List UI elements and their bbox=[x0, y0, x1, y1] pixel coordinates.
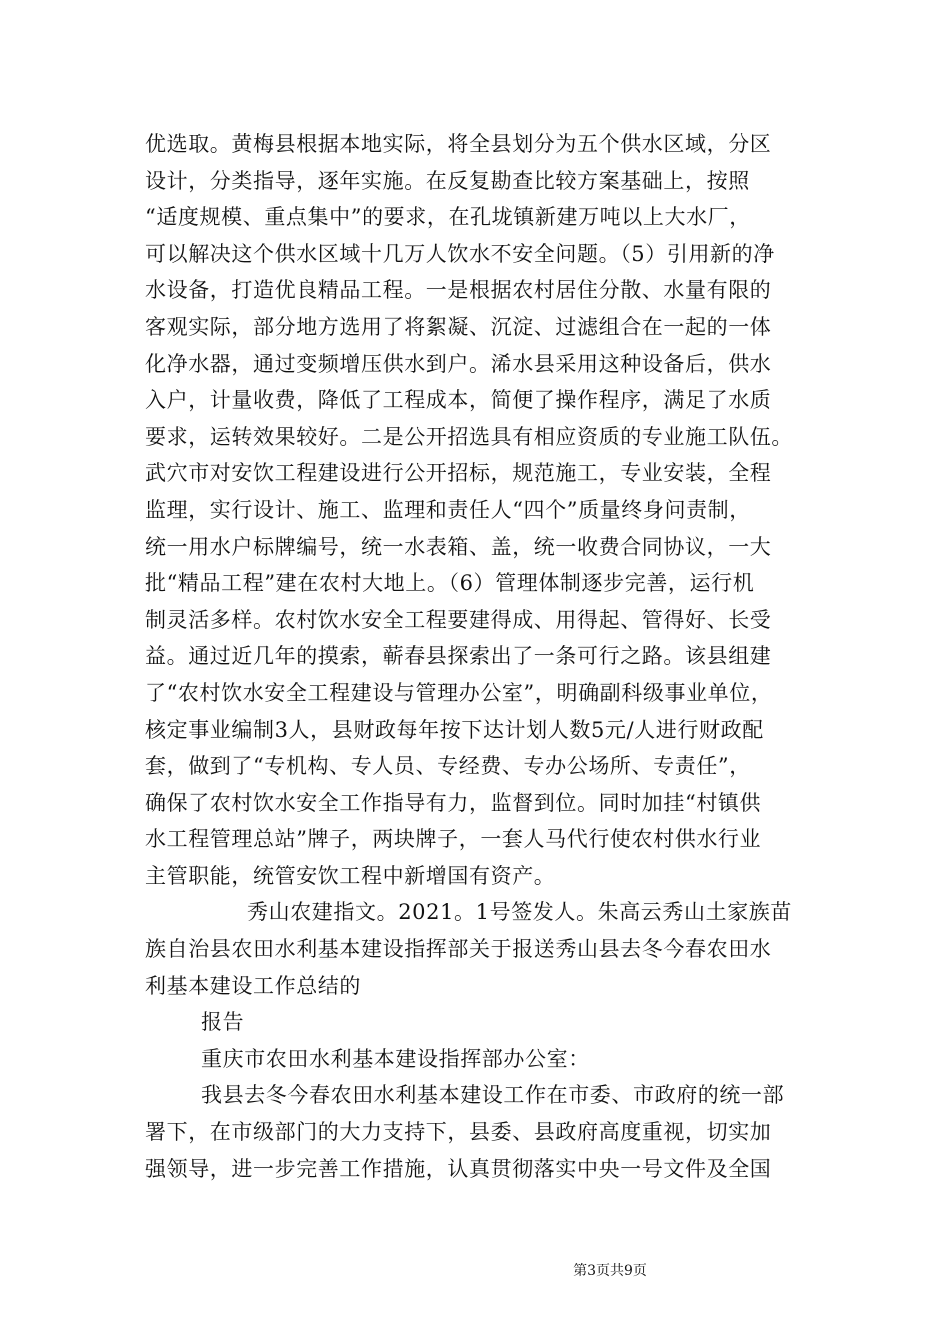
text-line: 强领导，进一步完善工作措施，认真贯彻落实中央一号文件及全国 bbox=[145, 1156, 772, 1181]
text-line: 化净水器，通过变频增压供水到户。浠水县采用这种设备后，供水 bbox=[145, 351, 772, 376]
text-line: 可以解决这个供水区域十几万人饮水不安全问题。（5）引用新的净 bbox=[145, 241, 775, 266]
text-line: 要求，运转效果较好。二是公开招选具有相应资质的专业施工队伍。 bbox=[145, 424, 793, 449]
text-line: 了“农村饮水安全工程建设与管理办公室”，明确副科级事业单位， bbox=[145, 680, 773, 705]
text-line: 水工程管理总站”牌子，两块牌子，一套人马代行使农村供水行业 bbox=[145, 827, 762, 852]
text-line: 报告 bbox=[201, 1010, 245, 1035]
text-line: 署下，在市级部门的大力支持下，县委、县政府高度重视，切实加 bbox=[145, 1120, 772, 1145]
text-line: 重庆市农田水利基本建设指挥部办公室： bbox=[201, 1046, 590, 1071]
text-line: 我县去冬今春农田水利基本建设工作在市委、市政府的统一部 bbox=[201, 1083, 785, 1108]
text-line: 武穴市对安饮工程建设进行公开招标，规范施工，专业安装，全程 bbox=[145, 461, 772, 486]
text-line: 统一用水户标牌编号，统一水表箱、盖，统一收费合同协议，一大 bbox=[145, 534, 772, 559]
text-line: 核定事业编制3人，县财政每年按下达计划人数5元/人进行财政配 bbox=[145, 717, 764, 742]
body-text bbox=[145, 126, 810, 1187]
text-line: 族自治县农田水利基本建设指挥部关于报送秀山县去冬今春农田水 bbox=[145, 937, 772, 962]
text-line: 设计，分类指导，逐年实施。在反复勘查比较方案基础上，按照 bbox=[145, 168, 750, 193]
page-number-footer: 第3页共9页 bbox=[573, 1263, 647, 1279]
text-line: 监理，实行设计、施工、监理和责任人“四个”质量终身问责制， bbox=[145, 497, 751, 522]
text-line: 益。通过近几年的摸索，蕲春县探索出了一条可行之路。该县组建 bbox=[145, 644, 772, 669]
text-line: “适度规模、重点集中”的要求，在孔垅镇新建万吨以上大水厂， bbox=[145, 205, 751, 230]
text-line: 利基本建设工作总结的 bbox=[145, 973, 361, 998]
text-line: 入户，计量收费，降低了工程成本，简便了操作程序，满足了水质 bbox=[145, 388, 772, 413]
text-line: 客观实际，部分地方选用了将絮凝、沉淀、过滤组合在一起的一体 bbox=[145, 314, 772, 339]
text-line: 主管职能，统管安饮工程中新增国有资产。 bbox=[145, 863, 556, 888]
text-line: 制灵活多样。农村饮水安全工程要建得成、用得起、管得好、长受 bbox=[145, 607, 772, 632]
text-line: 确保了农村饮水安全工作指导有力，监督到位。同时加挂“村镇供 bbox=[145, 790, 762, 815]
text-line: 批“精品工程”建在农村大地上。（6）管理体制逐步完善，运行机 bbox=[145, 571, 755, 596]
text-line: 水设备，打造优良精品工程。一是根据农村居住分散、水量有限的 bbox=[145, 278, 772, 303]
text-line: 秀山农建指文。2021。1号签发人。朱高云秀山土家族苗 bbox=[247, 900, 793, 925]
text-line: 套，做到了“专机构、专人员、专经费、专办公场所、专责任”， bbox=[145, 754, 751, 779]
text-line: 优选取。黄梅县根据本地实际，将全县划分为五个供水区域，分区 bbox=[145, 132, 772, 156]
